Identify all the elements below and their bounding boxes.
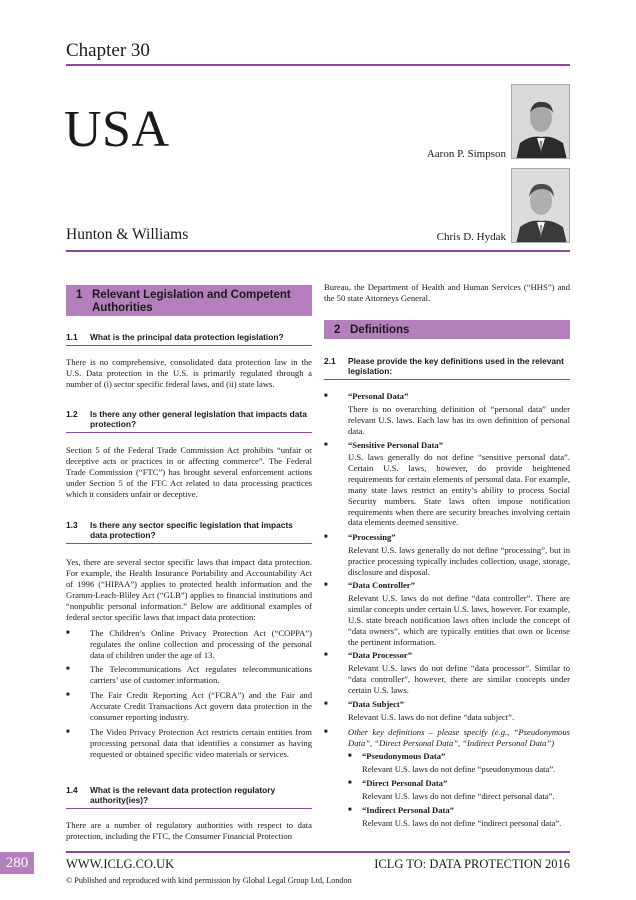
section-1-heading: 1 Relevant Legislation and Competent Authorities — [66, 285, 312, 316]
sub-definition-text: Relevant U.S. laws do not define “direct personal data”. — [362, 791, 555, 801]
question-1-1: 1.1 What is the principal data protection legislation? — [66, 332, 312, 346]
footer-publication: ICLG TO: DATA PROTECTION 2016 — [374, 857, 570, 871]
sub-definition-text: Relevant U.S. laws do not define “pseudonymous data”. — [362, 764, 556, 774]
answer-1-2: Section 5 of the Federal Trade Commission Act prohibits “unfair or deceptive acts or practices in or affecting commerce”. The Federal Trade Commission (“FTC”) has brought several enforcement actions under Section 5 of the FTC Act related to data processing practices which it considers unfair or deceptive. — [66, 445, 312, 499]
definition-term: ■ “Processing” — [324, 532, 570, 543]
firm-name: Hunton & Williams — [66, 226, 189, 243]
definition-text: Relevant U.S. laws do not define “data subject”. — [348, 712, 515, 722]
definition-text: Relevant U.S. laws do not define “data processor”. Similar to “data controller”, however, there are similar concepts under certain U.S. laws. — [348, 663, 570, 695]
other-definitions-heading: ■ Other key definitions – please specify (e.g., “Pseudonymous Data”, “Direct Personal Data”, “Indirect Personal Data”) — [324, 727, 570, 749]
answer-1-4-continued: Bureau, the Department of Health and Human Services (“HHS”) and the 50 state Attorneys General. — [324, 282, 570, 303]
list-item: ■ The Telecommunications Act regulates telecommunications carriers’ use of customer information. — [66, 664, 312, 686]
author-name-1: Aaron P. Simpson — [426, 148, 506, 160]
page-title: USA — [64, 101, 170, 158]
definition-term: ■ “Data Subject” — [324, 699, 570, 710]
answer-1-3: Yes, there are several sector specific laws that impact data protection. For example, the Health Insurance Portability and Accountability Act of 1996 (“HIPAA”) applies to protected health information and the Gramm-Leach-Bliley Act (“GLB”) applies to financial institutions and “nonpublic personal information.” Below are additional examples of federal sector specific laws that impact data protection: — [66, 557, 312, 622]
sub-definition-term: ■ “Direct Personal Data” — [348, 778, 570, 789]
author-photo-2 — [511, 168, 570, 243]
question-1-2: 1.2 Is there any other general legislation that impacts data protection? — [66, 409, 312, 433]
sub-definition-term: ■ “Pseudonymous Data” — [348, 751, 570, 762]
question-1-4: 1.4 What is the relevant data protection regulatory authority(ies)? — [66, 785, 312, 809]
list-item: ■ The Children’s Online Privacy Protection Act (“COPPA”) regulates the online collection and processing of the personal data of children under the age of 13. — [66, 628, 312, 661]
chapter-label: Chapter 30 — [66, 40, 150, 61]
sub-definition-text: Relevant U.S. laws do not define “indirect personal data”. — [362, 818, 562, 828]
answer-1-1: There is no comprehensive, consolidated data protection law in the U.S. Data protection in the U.S. is primarily regulated through a number of (i) sector specific federal laws, and (ii) state laws. — [66, 357, 312, 389]
question-2-1: 2.1 Please provide the key definitions used in the relevant legislation: — [324, 356, 570, 380]
definition-term: ■ “Sensitive Personal Data” — [324, 440, 570, 451]
definition-text: U.S. laws generally do not define “sensitive personal data”. Certain U.S. laws, however, do provide heightened requirements for certain elements of personal data. For example, many state laws restrict an entity’s ability to process Social Security numbers. State laws often impose notification requirements when there are security breaches involving certain data elements deemed sensitive. — [348, 452, 570, 528]
list-item: ■ The Fair Credit Reporting Act (“FCRA”) and the Fair and Accurate Credit Transactions Act govern data protection in the consumer reporting industry. — [66, 690, 312, 723]
author-photo-1 — [511, 84, 570, 159]
definition-text: Relevant U.S. laws generally do not define “processing”, but in practice processing typically includes collection, usage, storage, disclosure and disposal. — [348, 545, 570, 577]
page-number: 280 — [0, 852, 34, 874]
definition-text: Relevant U.S. laws do not define “data controller”. There are similar concepts under certain U.S. laws, however. For example, U.S. state breach notification laws often include the concept of “data owners”, which are typically entities that own or license the pertinent information. — [348, 593, 570, 647]
definition-term: ■ “Personal Data” — [324, 391, 570, 402]
definition-text: There is no overarching definition of “personal data” under relevant U.S. laws. Each law has its own definition of personal data. — [348, 404, 570, 436]
question-1-3: 1.3 Is there any sector specific legislation that impacts data protection? — [66, 520, 312, 544]
answer-1-4: There are a number of regulatory authorities with respect to data protection, including the FTC, the Consumer Financial Protection — [66, 820, 312, 841]
definition-term: ■ “Data Controller” — [324, 580, 570, 591]
header-rule-bottom — [66, 250, 570, 252]
definition-term: ■ “Data Processor” — [324, 650, 570, 661]
list-item: ■ The Video Privacy Protection Act restricts certain entities from processing personal data that identifies a consumer as having requested or obtained specific video materials or services. — [66, 727, 312, 760]
footer-rule — [66, 851, 570, 853]
sub-definition-term: ■ “Indirect Personal Data” — [348, 805, 570, 816]
author-name-2: Chris D. Hydak — [436, 231, 506, 243]
footer-website: WWW.ICLG.CO.UK — [66, 857, 175, 871]
header-rule-top — [66, 64, 570, 66]
footer-copyright: © Published and reproduced with kind permission by Global Legal Group Ltd, London — [66, 876, 352, 885]
section-2-heading: 2 Definitions — [324, 320, 570, 339]
